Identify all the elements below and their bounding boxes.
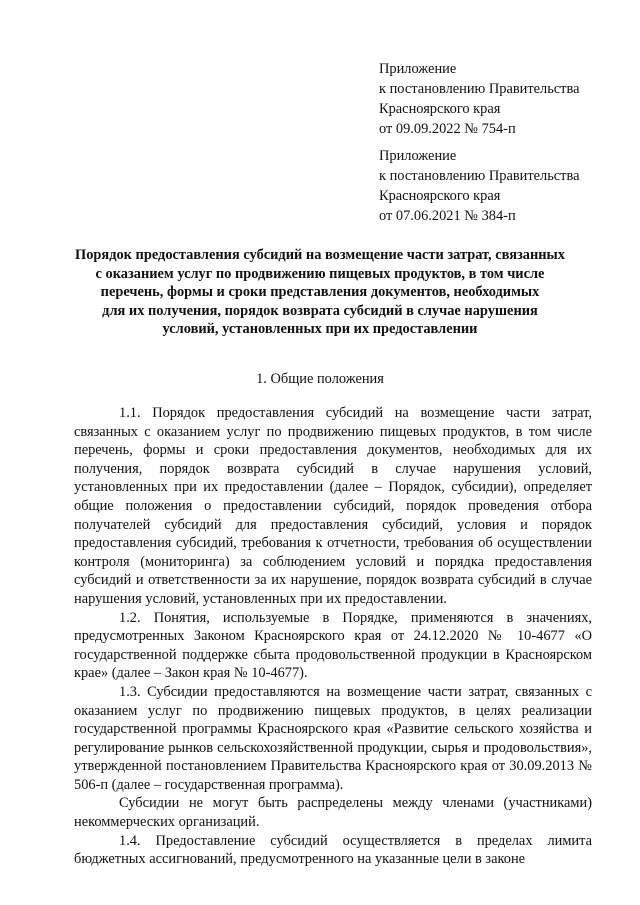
- paragraph-1-4: 1.4. Предоставление субсидий осуществляется в пределах лимита бюджетных ассигнований, предусмотренного на указанные цели в законе: [74, 832, 592, 868]
- paragraph-1-2: 1.2. Понятия, используемые в Порядке, применяются в значениях, предусмотренных Законом Красноярского края от 24.12.2020 № 10-4677 «О государственной поддержке сбыта продовольственной продукции в Красноярском крае» (далее – Закон края № 10-4677).: [74, 609, 592, 682]
- paragraph-1-3: 1.3. Субсидии предоставляются на возмещение части затрат, связанных с оказанием услуг по продвижению пищевых продуктов, в целях реализации государственной программы Красноярского края «Развитие сельского хозяйства и регулирование рынков сельскохозяйственной продукции, сырья и продовольствия», утвержденной постановлением Правительства Красноярского края от 30.09.2013 № 506-п (далее – государственная программа).: [74, 683, 592, 793]
- appendix-line: от 07.06.2021 № 384-п: [379, 208, 516, 224]
- appendix-note-2021: [379, 146, 579, 226]
- section-heading: 1. Общие положения: [256, 371, 384, 387]
- appendix-line: Красноярского края: [379, 188, 501, 204]
- appendix-line: от 09.09.2022 № 754-п: [379, 121, 516, 137]
- appendix-line: Приложение: [379, 61, 457, 77]
- appendix-line: к постановлению Правительства: [379, 81, 580, 97]
- title-line: Порядок предоставления субсидий на возмещение части затрат, связанных: [75, 247, 565, 263]
- appendix-note-2022: [379, 59, 579, 139]
- appendix-line: Приложение: [379, 148, 457, 164]
- appendix-line: к постановлению Правительства: [379, 168, 580, 184]
- document-title: [60, 246, 580, 339]
- title-line: для их получения, порядок возврата субсидий в случае нарушения: [102, 302, 538, 319]
- title-line: перечень, формы и сроки представления документов, необходимых: [100, 284, 540, 301]
- title-line: с оказанием услуг по продвижению пищевых продуктов, в том числе: [95, 265, 545, 282]
- title-line: условий, установленных при их предоставлении: [162, 321, 478, 338]
- paragraph-1-1: 1.1. Порядок предоставления субсидий на возмещение части затрат, связанных с оказанием услуг по продвижению пищевых продуктов, в том числе перечень, формы и сроки предоставления документов, необходимых для их получения, порядок возврата субсидий в случае нарушения условий, установленных при их предоставлении (далее – Порядок, субсидии), определяет общие положения о предоставлении субсидий, порядок проведения отбора получателей субсидий для предоставления субсидий, условия и порядок предоставления субсидий, требования к отчетности, требования об осуществлении контроля (мониторинга) за соблюдением условий и порядка предоставления субсидий и ответственности за их нарушение, порядок возврата субсидий в случае нарушения условий, установленных при их предоставлении.: [74, 405, 592, 607]
- paragraph-restriction: Субсидии не могут быть распределены между членами (участниками) некоммерческих организаций.: [74, 795, 592, 831]
- appendix-line: Красноярского края: [379, 101, 501, 117]
- document-body: [74, 404, 592, 869]
